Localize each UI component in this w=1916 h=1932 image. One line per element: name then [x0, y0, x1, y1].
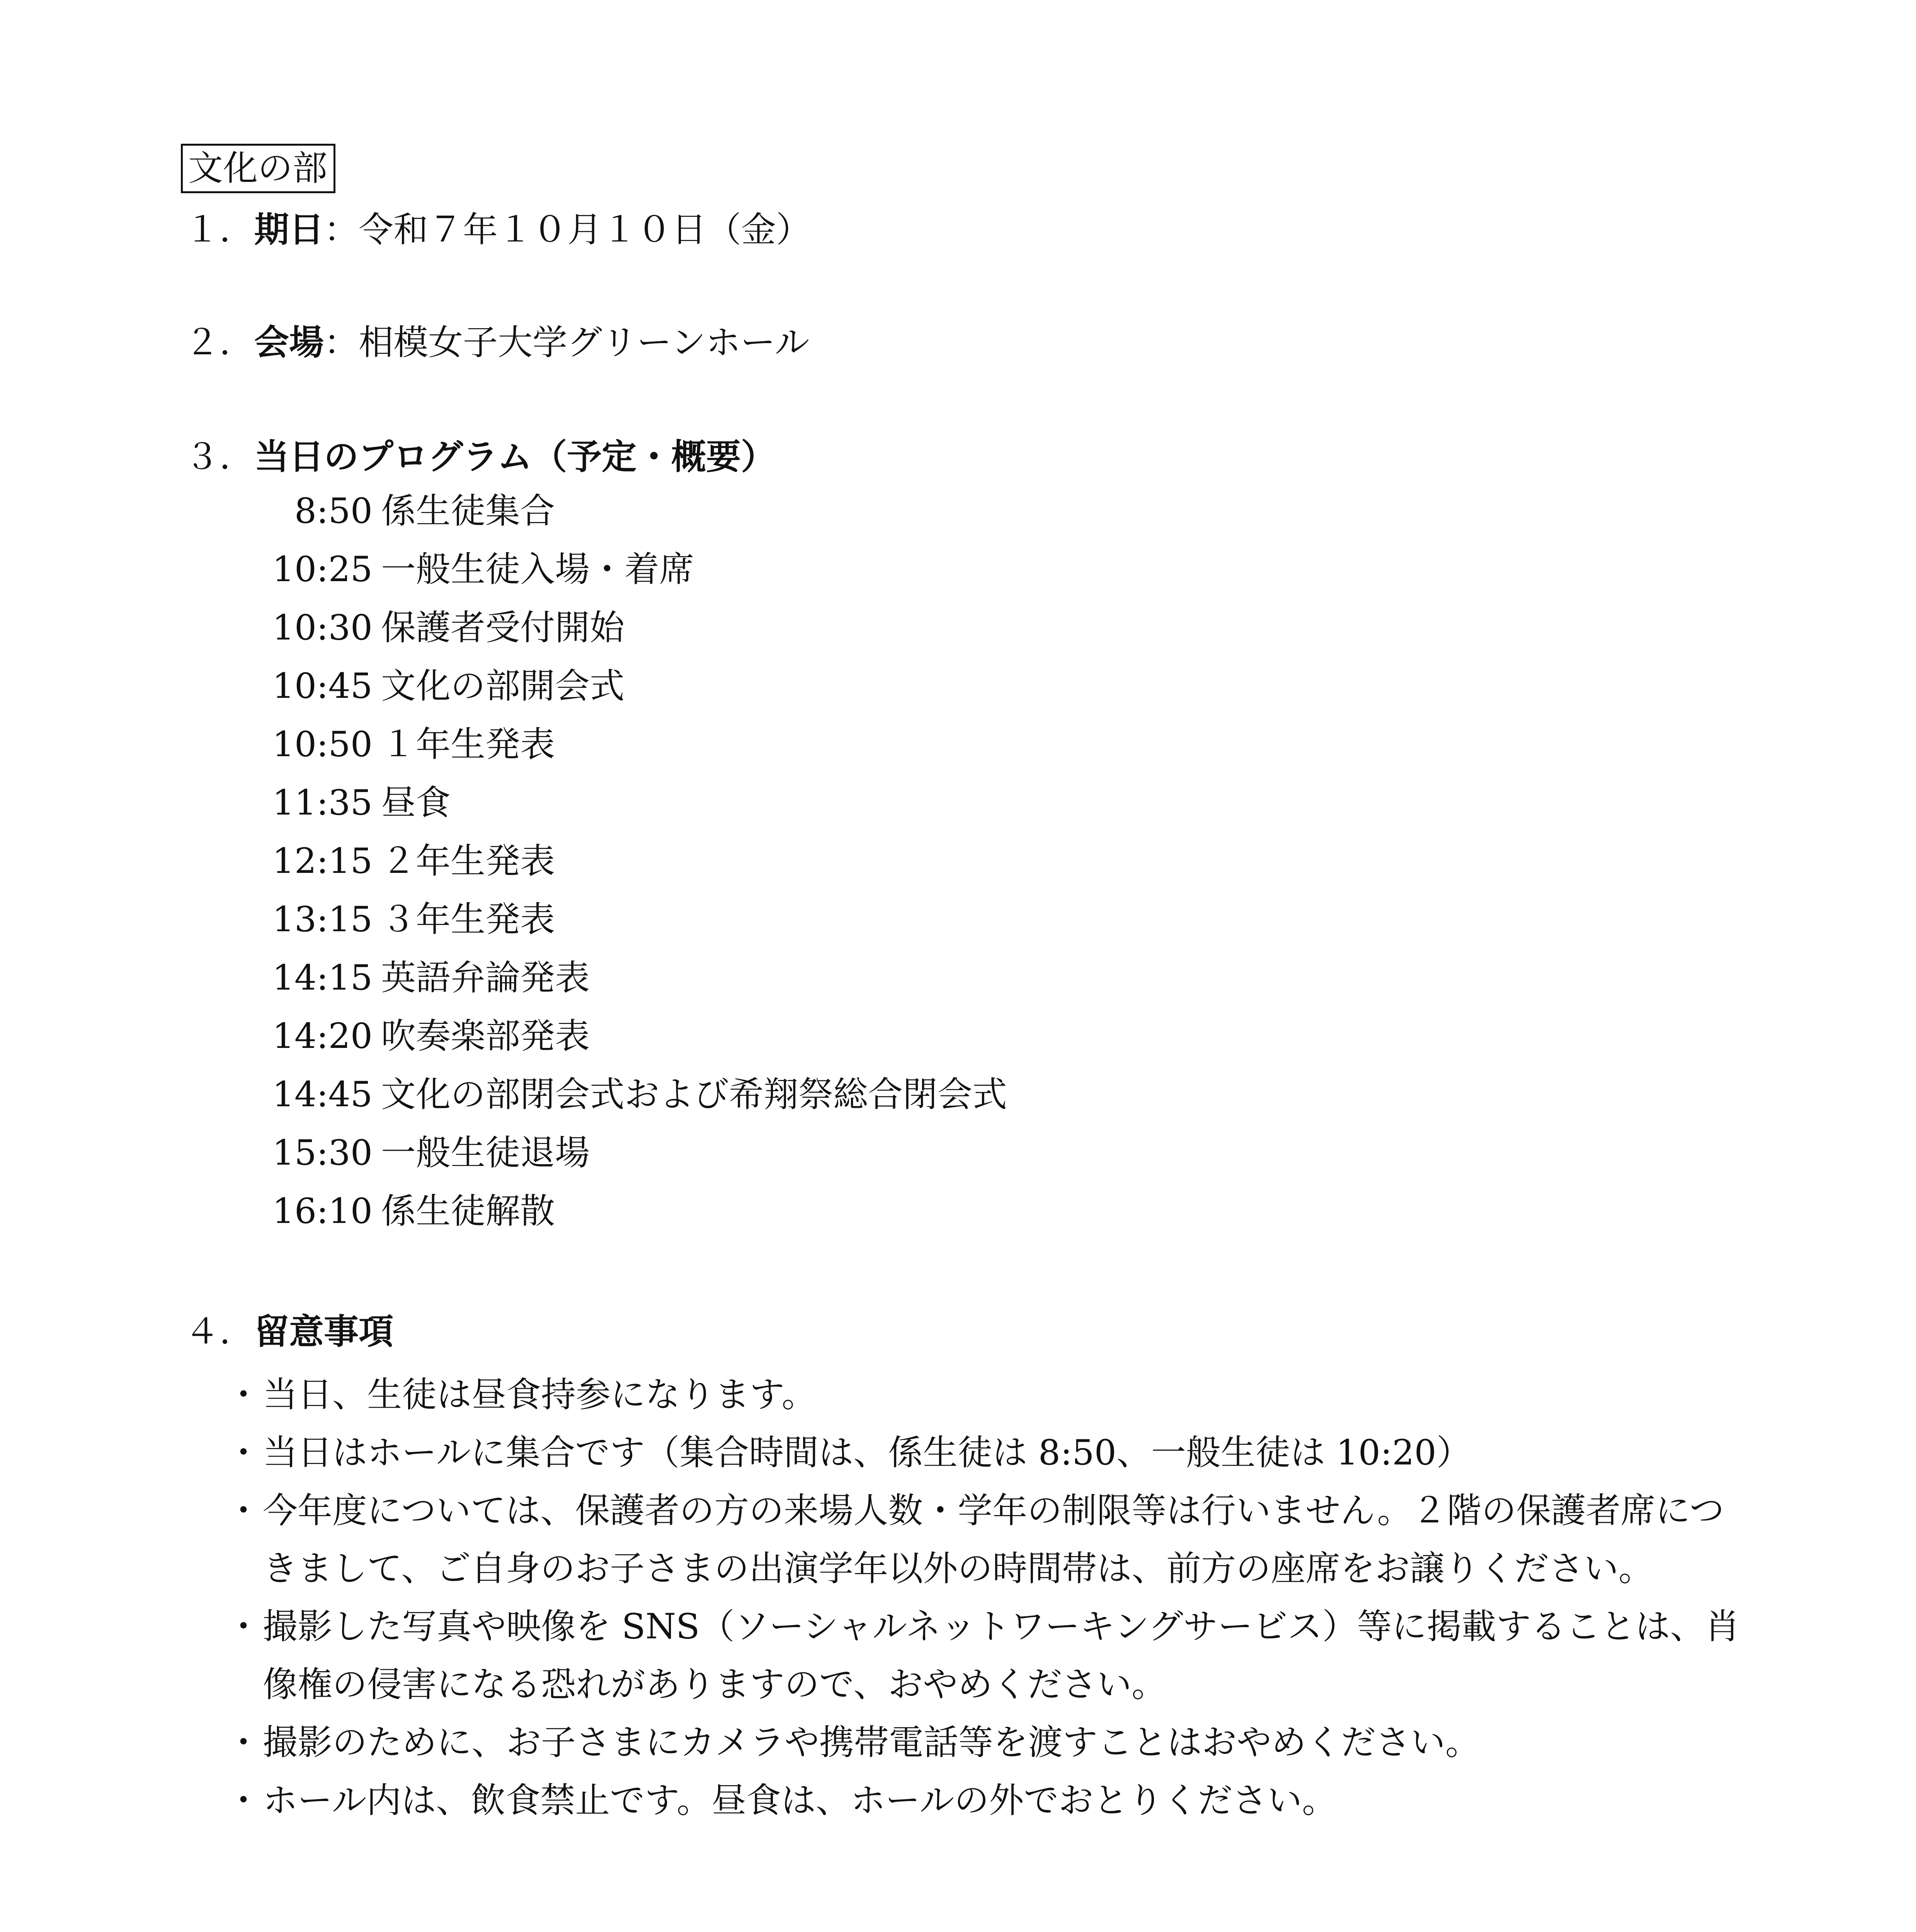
schedule-event: 保護者受付開始 [381, 607, 624, 648]
date-label: 期日 [254, 209, 324, 250]
item-number: ３． [185, 437, 254, 477]
program-schedule [257, 490, 1007, 1248]
bullet: ・ [226, 1780, 261, 1821]
schedule-time: 10:25 [272, 549, 373, 590]
schedule-time: 12:15 [272, 841, 373, 881]
schedule-time: 8:50 [294, 491, 373, 531]
schedule-row [257, 490, 1007, 548]
program-heading [185, 436, 776, 478]
schedule-time: 15:30 [272, 1133, 373, 1173]
list-item [224, 1482, 1754, 1598]
note-text: 撮影のために、お子さまにカメラや携帯電話等を渡すことはおやめください。 [263, 1722, 1480, 1763]
schedule-row [257, 665, 1007, 723]
schedule-time: 10:45 [272, 666, 373, 706]
list-item [224, 1598, 1754, 1714]
section-title: 文化の部 [181, 144, 335, 193]
schedule-event: 吹奏楽部発表 [381, 1016, 590, 1056]
schedule-row [257, 548, 1007, 607]
note-text: 撮影した写真や映像を SNS（ソーシャルネットワーキングサービス）等に掲載することは、肖像権の侵害になる恐れがありますので、おやめください。 [263, 1606, 1740, 1705]
note-text: 当日はホールに集合です（集合時間は、係生徒は 8:50、一般生徒は 10:20） [263, 1432, 1471, 1473]
schedule-time: 14:20 [272, 1016, 373, 1056]
schedule-time: 14:15 [272, 957, 373, 998]
note-text: 今年度については、保護者の方の来場人数・学年の制限等は行いません。２階の保護者席につきまして、ご自身のお子さまの出演学年以外の時間帯は、前方の座席をお譲りください。 [263, 1490, 1724, 1589]
label-separator: ： [324, 322, 359, 363]
schedule-event: 文化の部閉会式および希翔祭総合閉会式 [381, 1074, 1007, 1115]
program-label: 当日のプログラム（予定・概要） [254, 436, 776, 477]
venue-label: 会場 [254, 322, 324, 363]
note-text: 当日、生徒は昼食持参になります。 [263, 1374, 817, 1415]
schedule-time: 10:30 [272, 607, 373, 648]
item-number: １． [185, 209, 254, 250]
item-number: ４． [185, 1311, 254, 1352]
schedule-row [257, 1015, 1007, 1073]
notes-label: 留意事項 [254, 1311, 393, 1352]
schedule-row [257, 957, 1007, 1015]
schedule-event: １年生発表 [381, 724, 555, 765]
bullet: ・ [226, 1432, 261, 1473]
schedule-row [257, 1132, 1007, 1190]
date-value: 令和７年１０月１０日（金） [359, 209, 811, 250]
venue-value: 相模女子大学グリーンホール [359, 322, 810, 363]
venue-item [185, 321, 809, 364]
schedule-event: 昼食 [381, 782, 451, 823]
schedule-event: 英語弁論発表 [381, 957, 590, 998]
list-item [224, 1772, 1754, 1830]
bullet: ・ [226, 1490, 261, 1531]
date-item [185, 209, 811, 251]
schedule-event: 一般生徒入場・着席 [381, 549, 694, 590]
schedule-row [257, 1073, 1007, 1132]
schedule-time: 13:15 [272, 899, 373, 940]
bullet: ・ [226, 1722, 261, 1763]
schedule-time: 16:10 [272, 1191, 373, 1231]
notes-list [224, 1366, 1754, 1830]
bullet: ・ [226, 1606, 261, 1647]
schedule-event: 一般生徒退場 [381, 1133, 590, 1173]
list-item [224, 1366, 1754, 1424]
schedule-row [257, 723, 1007, 782]
schedule-time: 11:35 [272, 782, 373, 823]
schedule-row [257, 607, 1007, 665]
schedule-row [257, 840, 1007, 898]
label-separator: ： [324, 209, 359, 250]
schedule-time: 10:50 [272, 724, 373, 765]
notes-heading [185, 1311, 393, 1353]
schedule-event: ２年生発表 [381, 841, 555, 881]
item-number: ２． [185, 322, 254, 363]
note-text: ホール内は、飲食禁止です。昼食は、ホールの外でおとりください。 [263, 1780, 1337, 1821]
schedule-event: ３年生発表 [381, 899, 555, 940]
schedule-row [257, 898, 1007, 957]
schedule-event: 文化の部開会式 [381, 666, 624, 706]
bullet: ・ [226, 1374, 261, 1415]
schedule-row [257, 782, 1007, 840]
schedule-time: 14:45 [272, 1074, 373, 1115]
list-item [224, 1424, 1754, 1482]
list-item [224, 1714, 1754, 1772]
schedule-event: 係生徒解散 [381, 1191, 555, 1231]
schedule-row [257, 1190, 1007, 1248]
schedule-event: 係生徒集合 [381, 491, 555, 531]
